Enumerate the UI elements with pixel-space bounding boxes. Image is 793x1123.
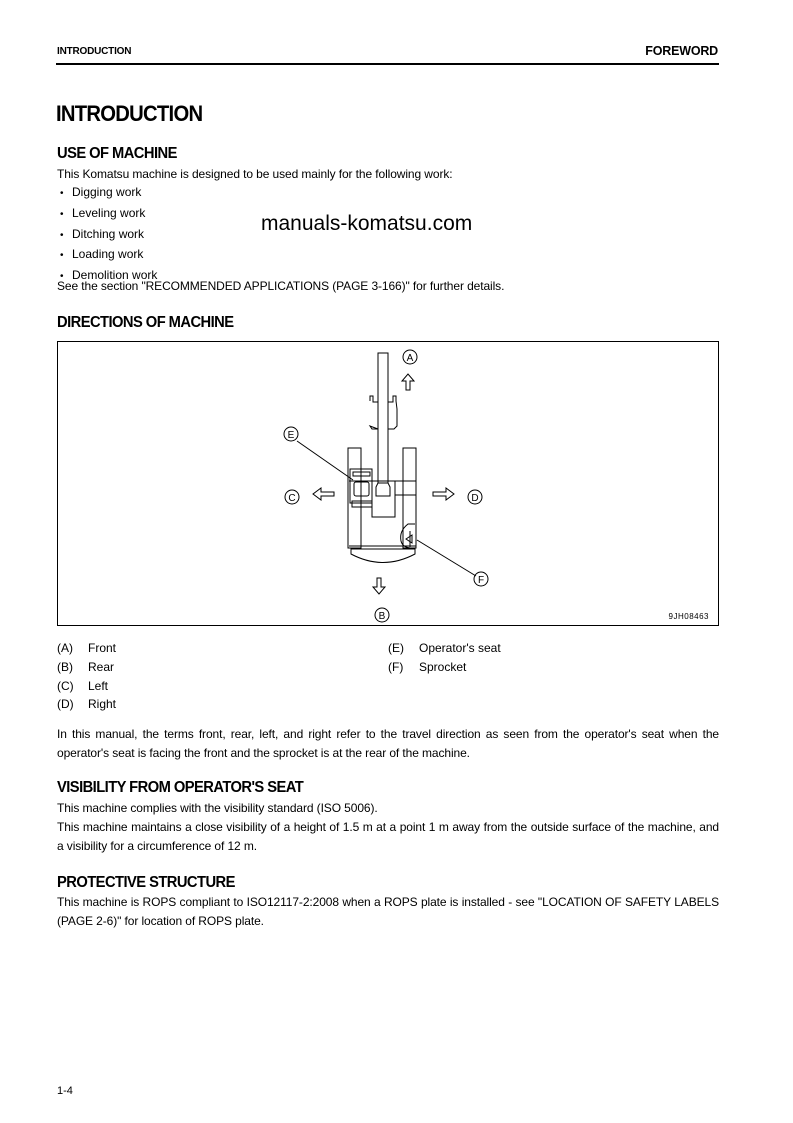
legend-item: (D) Right <box>57 697 117 712</box>
header-rule <box>56 63 719 65</box>
excavator-top-view-diagram <box>58 342 718 625</box>
page-number: 1-4 <box>57 1085 73 1097</box>
watermark: manuals-komatsu.com <box>261 212 473 235</box>
callout-c: C <box>288 493 296 504</box>
machine-directions-figure <box>57 341 719 626</box>
directions-note: In this manual, the terms front, rear, left, and right refer to the travel direction as seen from the operator's seat when the operator's seat is facing the front and the sprocket is at the rear of the machine. <box>57 727 719 760</box>
list-item: • Loading work <box>60 245 157 266</box>
legend-item: (B) Rear <box>57 659 115 674</box>
callout-b: B <box>378 611 386 622</box>
heading-directions: DIRECTIONS OF MACHINE <box>57 314 234 331</box>
callout-d: D <box>471 493 479 504</box>
visibility-line-2: This machine maintains a close visibility of a height of 1.5 m at a point 1 m away from the outside surface of the machine, and a visibility for a circumference of 12 m. <box>57 820 719 853</box>
callout-e: E <box>287 430 295 441</box>
running-header-section: INTRODUCTION <box>57 46 132 57</box>
heading-protective-structure: PROTECTIVE STRUCTURE <box>57 874 235 891</box>
figure-id: 9JH08463 <box>668 612 709 621</box>
see-also-text: See the section "RECOMMENDED APPLICATIONS (PAGE 3-166)" for further details. <box>57 279 505 293</box>
visibility-line-1: This machine complies with the visibility standard (ISO 5006). <box>57 801 378 815</box>
callout-f: F <box>477 575 485 586</box>
protective-text: This machine is ROPS compliant to ISO12117-2:2008 when a ROPS plate is installed - see "LOCATION OF SAFETY LABELS (PAGE 2-6)" for location of ROPS plate. <box>57 895 719 928</box>
legend-item: (C) Left <box>57 678 109 693</box>
legend-right <box>388 639 501 677</box>
list-item: • Demolition work <box>60 266 157 287</box>
legend-item: (E) Operator's seat <box>388 641 501 655</box>
legend-item: (A) Front <box>57 641 117 655</box>
heading-use-of-machine: USE OF MACHINE <box>57 145 177 162</box>
running-header-chapter: FOREWORD <box>645 44 718 58</box>
heading-visibility: VISIBILITY FROM OPERATOR'S SEAT <box>57 779 304 796</box>
list-item: • Digging work <box>60 183 157 204</box>
callout-a: A <box>406 353 414 364</box>
list-item: • Leveling work <box>60 204 157 225</box>
page-title: INTRODUCTION <box>56 101 203 126</box>
legend-left <box>57 639 116 714</box>
legend-item: (F) Sprocket <box>388 659 467 674</box>
use-intro: This Komatsu machine is designed to be used mainly for the following work: <box>57 167 453 181</box>
list-item: • Ditching work <box>60 225 157 246</box>
work-list <box>60 183 157 287</box>
